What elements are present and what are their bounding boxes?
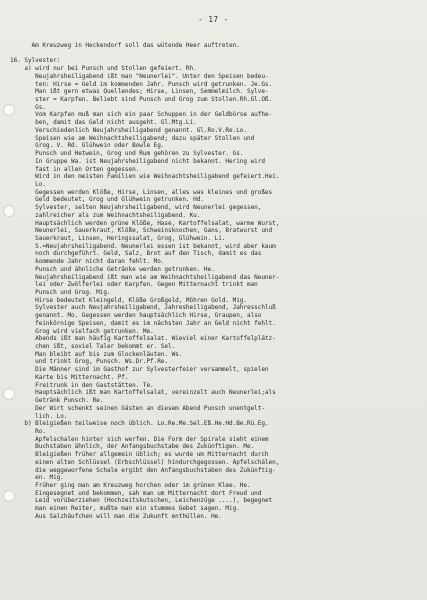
text-line: Eingesegnet und bekommen, sah man um Mitternacht dort Freud und xyxy=(10,489,262,497)
text-line: Vom Karpfen muß man sich ein paar Schuppen in der Geldbörse aufhe- xyxy=(10,111,273,119)
text-line: Freitrunk in den Gaststätten. Te. xyxy=(10,381,154,389)
text-line: Aus Salzhäufchen will man die Zukunft enthüllen. He. xyxy=(10,512,222,520)
text-line: Apfelschalen hinter sich werfen. Die Form der Spirale sieht einem xyxy=(10,435,269,443)
text-line: Grog wird vielfach getrunken. Me. xyxy=(10,327,154,335)
text-line: lei oder Zwölferlei oder Karpfen. Gegen Mitternacht trinkt man xyxy=(10,281,258,289)
text-line: Leid vorüberziehen (Hochzeitskutschen, Leichenzüge ....), begegnet xyxy=(10,497,273,505)
text-line: Karte bis Mitternacht. Pf. xyxy=(10,373,129,381)
text-line: In Gruppe Wa. ist Neujahrsheiligabend nicht bekannt. Hering wird xyxy=(10,157,265,165)
text-line: Neujahrsheiligabend ißt man wie am Weihnachtsheiligabend das Neuner- xyxy=(10,273,280,281)
text-line: die weggeworfene Schale ergibt den Anfangsbuchstaben des Zukünftig- xyxy=(10,466,276,474)
text-line: b) Bleigießen teilweise noch üblich. Lo.Re.Me.Sel.Eß.He.Hd.Be.Rü.Eg. xyxy=(10,420,269,428)
text-line: a) wird nur bei Punsch und Stollen gefeiert. Rh. xyxy=(10,65,197,73)
text-line: chen ißt, soviel Taler bekommt er. Sel. xyxy=(10,343,176,351)
text-line: man einen Reiter, mußte man ein stummes Gebet sagen. Mig. xyxy=(10,505,240,513)
text-line: Abends ißt man häufig Kartoffelsalat. Wieviel einer Kartoffelplätz- xyxy=(10,335,276,343)
text-line: en. Mig. xyxy=(10,474,64,482)
text-line: 16. Sylvester: xyxy=(10,57,61,65)
text-line: und trinkt Grog, Punsch. Ws.Dr.Pf.Re. xyxy=(10,358,168,366)
text-line: lich. Lo. xyxy=(10,412,68,420)
text-line: Ro. xyxy=(10,427,46,435)
text-line: Hauptsächlich werden grüne Klöße, Hase, Kartoffelsalat, warme Wurst, xyxy=(10,219,280,227)
text-line: Punsch und ähnliche Getränke werden getrunken. He. xyxy=(10,265,215,273)
text-line: kommende Jahr nicht daran fehlt. Mo. xyxy=(10,258,165,266)
text-line: einen alten Schlüssel (Erbschlüssel) hindurchgegossen. Apfelschälen, xyxy=(10,458,280,466)
text-line: ster = Karpfen. Beliebt sind Punsch und Grog zum Stollen.Rh.Gl.Oß. xyxy=(10,96,273,104)
text-line: Der Wirt schenkt seinen Gästen an diesem Abend Punsch unentgelt- xyxy=(10,404,265,412)
text-line: Neunerlei, Sauerkraut, Klöße, Schweinsknochen, Gans, Bratwurst und xyxy=(10,227,273,235)
text-line: Sylvester, selten Neujahrsheiligabend, wird Neunerlei gegessen, xyxy=(10,204,262,212)
text-line: Man ißt gern etwas Quellendes; Hirse, Linsen, Semmelmilch. Sylve- xyxy=(10,88,269,96)
text-line: Früher ging man am Kreuzweg horchen oder im grünen Klee. He. xyxy=(10,481,251,489)
text-line: Punsch und Hetwein, Grog und Rum gehören zu Sylvester. Gs. xyxy=(10,150,244,158)
text-line: Sylvester auch Neujahrsheiligabend, Jahresheiligabend, Jahresschluß xyxy=(10,304,276,312)
text-line: Wird in den meisten Familien wie Weihnachtsheiligabend gefeiert.Hei. xyxy=(10,173,280,181)
text-line: noch durchgeführt. Geld, Salz, Brot auf den Tisch, damit es das xyxy=(10,250,262,258)
text-line: Gegessen werden Klöße, Hirse, Linsen, alles was kleines und großes xyxy=(10,188,273,196)
document-body xyxy=(10,42,420,521)
page-number: - 17 - xyxy=(198,15,229,24)
text-line: Verschiedenlich Neujahrsheiligabend genannt. Gl.Ro.V.Re.Lo. xyxy=(10,126,247,134)
text-line: Hauptsächlich ißt man Kartoffelsalat, vereinzelt auch Neunerlei;als xyxy=(10,389,276,397)
text-line: Bleigießen früher allgemein üblich; es wurde um Mitternacht durch xyxy=(10,451,269,459)
text-line: S.=Neujahrsheiligabend. Neunerlei essen ist bekannt, wird aber kaum xyxy=(10,242,276,250)
text-line: fast in allen Orten gegessen. xyxy=(10,165,140,173)
text-line xyxy=(10,50,420,58)
text-line: Speisen wie am Weihnachtsheiligabend; dazu später Stollen und xyxy=(10,134,255,142)
text-line: Buchstaben ähnlich, der Anfangsbuchstabe des Zukünftigen. Me. xyxy=(10,443,255,451)
text-line: Punsch und Grog. Mig. xyxy=(10,289,111,296)
text-line: feinkörnige Speisen, damit es im nächsten Jahr an Geld nicht fehlt. xyxy=(10,319,276,327)
text-line: Geld bedeutet, Grog und Glühwein getrunken. Hd. xyxy=(10,196,204,204)
text-line: Am Kreuzweg in Heckendorf soll das wütende Heer auftreten. xyxy=(10,42,240,49)
text-line: Grog. V. Rd. Glühwein oder Bowle Eg. xyxy=(10,142,165,150)
text-line: ben, damit das Geld nicht ausgeht. Gl.Mtg.Li. xyxy=(10,119,197,127)
text-line: Neujahrsheiligabend ißt man "Neunerlei". Unter den Speisen bedeu- xyxy=(10,72,269,80)
text-line: Gs. xyxy=(10,103,46,111)
text-line: zahlreicher als zum Weihnachtsheiligabend. Ku. xyxy=(10,211,201,219)
text-line: Man bleibt auf bis zum Glockenläuten. Ws. xyxy=(10,350,183,358)
text-line: ten: Hirse = Geld im kommenden Jahr. Punsch wird getrunken. Je.Gs. xyxy=(10,80,273,88)
text-line: genannt. Mo. Gegessen werden hauptsächlich Hirse, Graupen, also xyxy=(10,312,262,320)
text-line: Die Männer sind im Gasthof zur Sylvesterfeier versammelt, spielen xyxy=(10,366,269,374)
text-line: Getränk Punsch. Re. xyxy=(10,397,104,405)
text-line: Lo. xyxy=(10,180,46,188)
text-line: Sauerkraut, Linsen, Heringssalat, Grog, Glühwein. Li. xyxy=(10,234,226,242)
text-line: Hirse bedeutet Kleingeld, Klöße Großgeld, Möhren Gold. Mig. xyxy=(10,296,247,304)
